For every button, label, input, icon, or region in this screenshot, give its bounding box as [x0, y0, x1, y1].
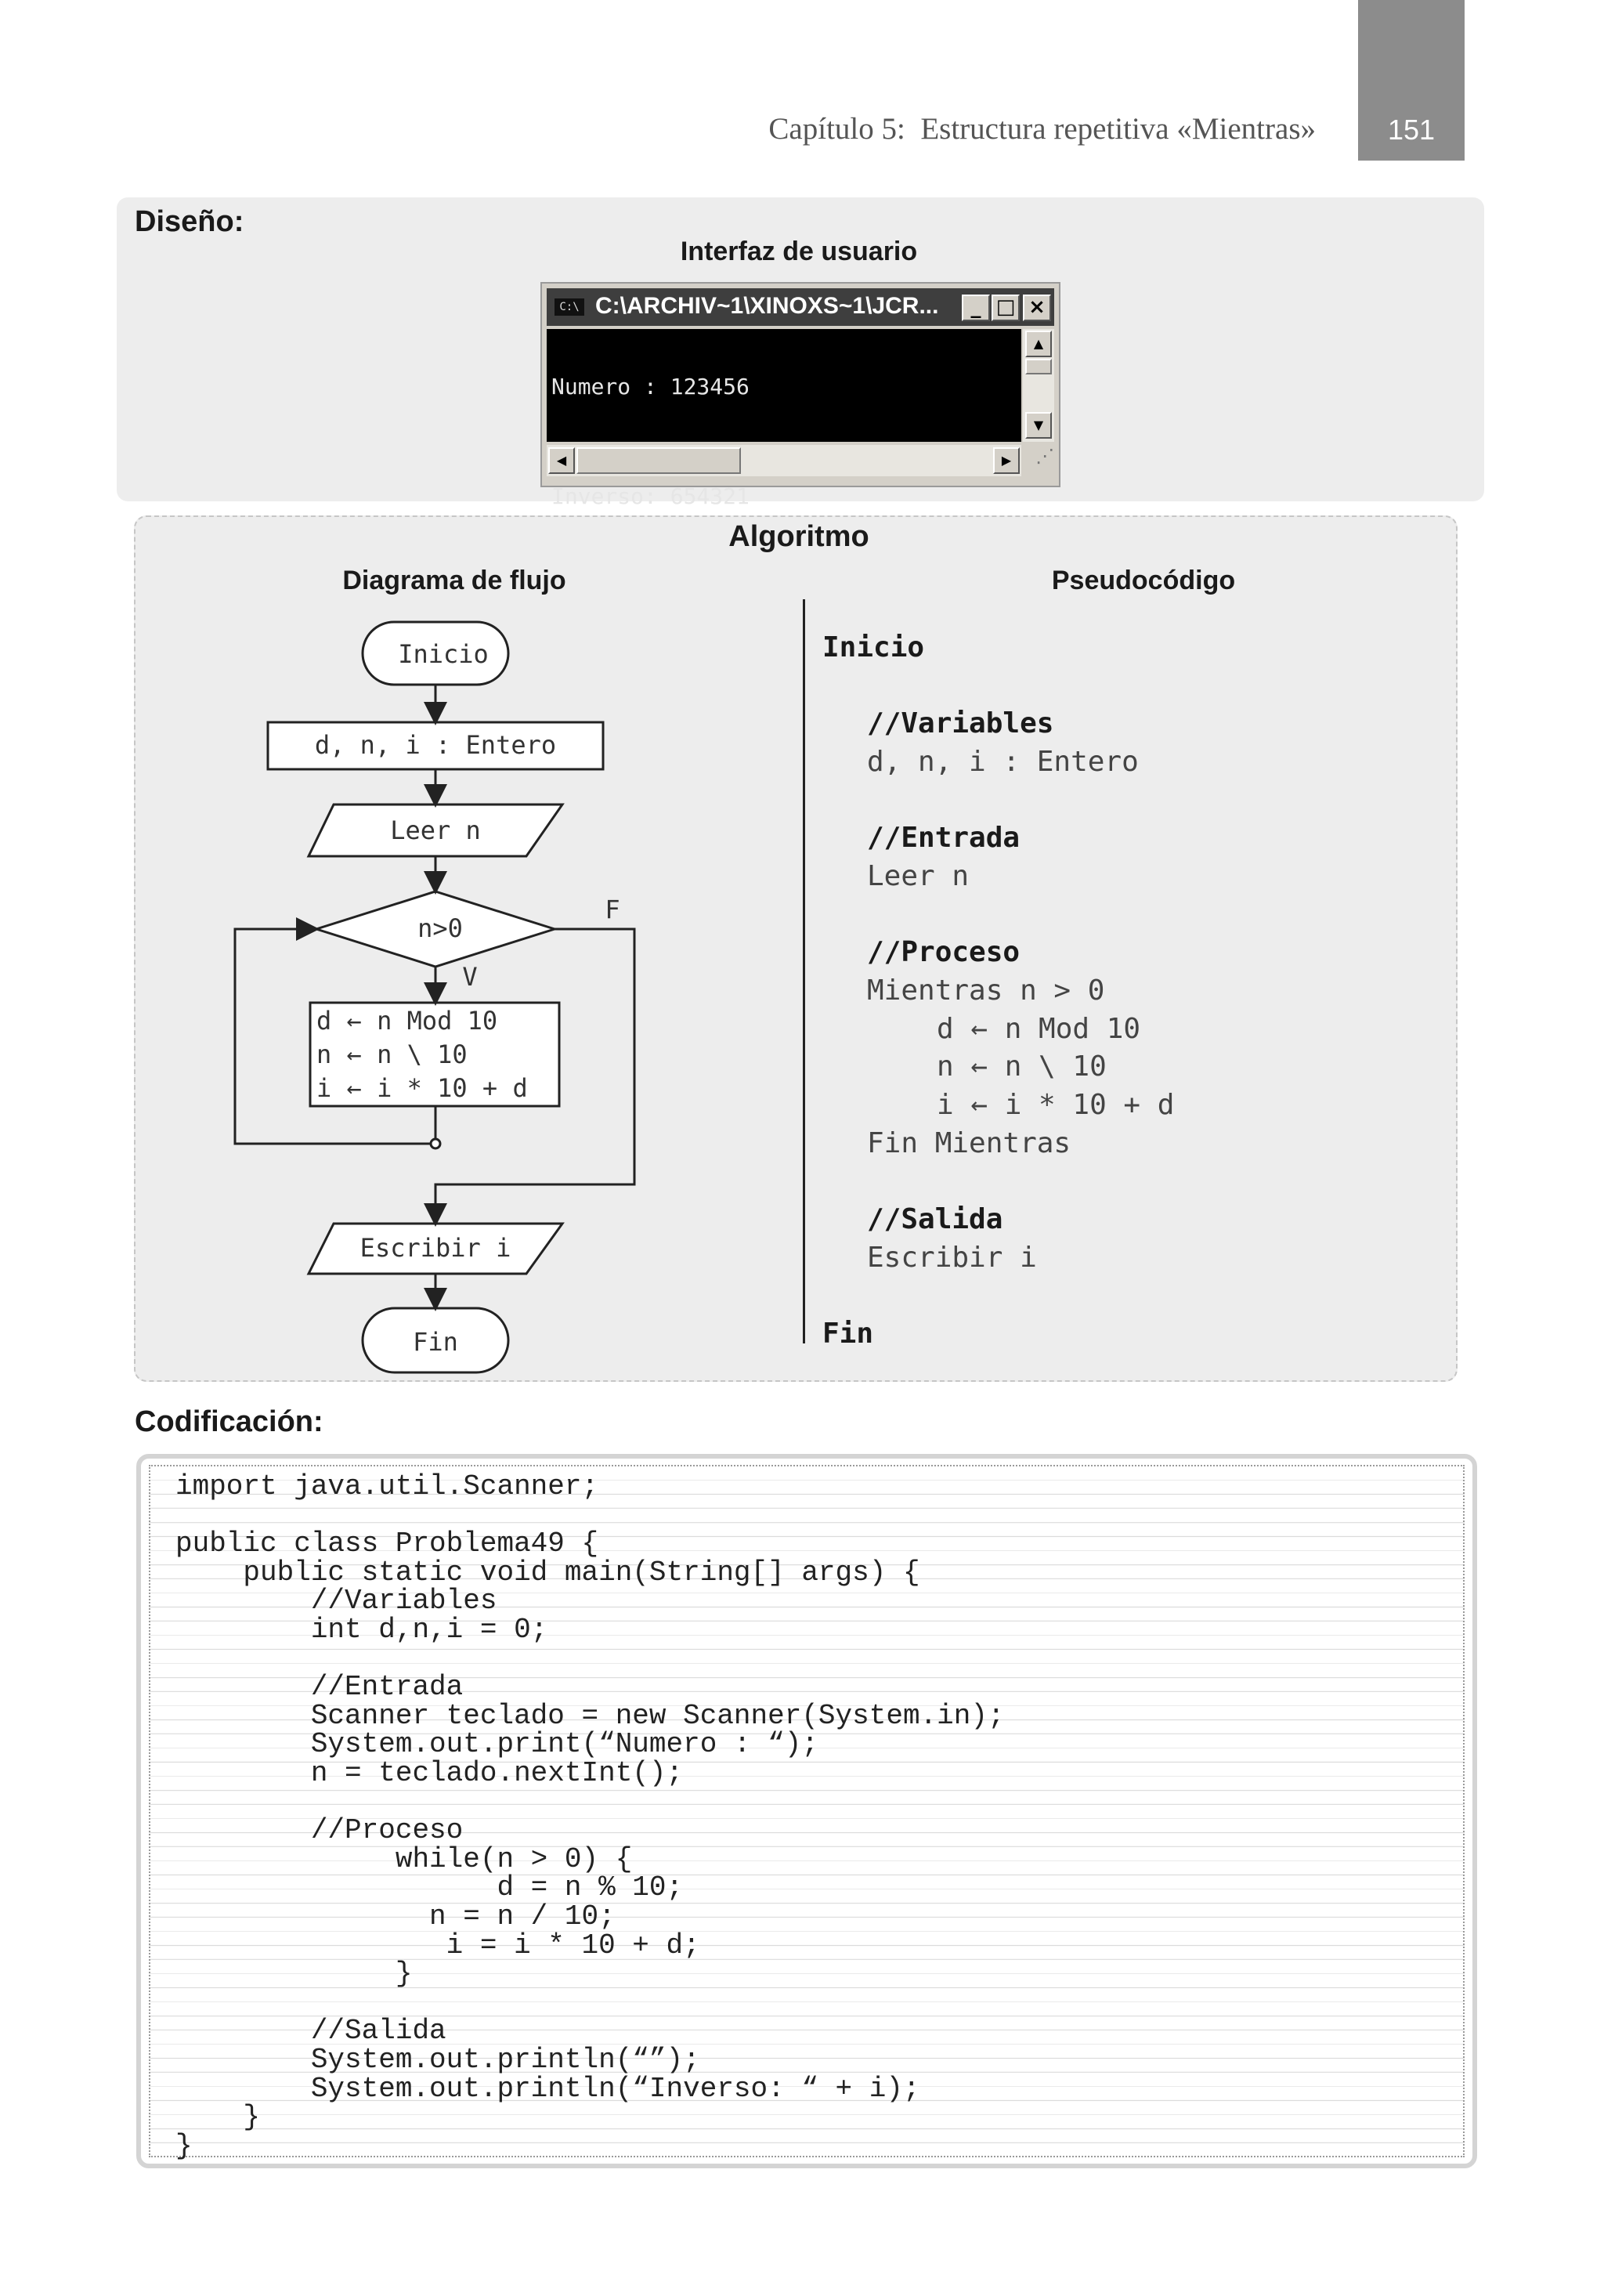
scroll-left-icon[interactable]: ◀	[548, 447, 575, 474]
flow-input-text: Leer n	[390, 815, 481, 845]
code-line: Scanner teclado = new Scanner(System.in);	[175, 1699, 1005, 1732]
flow-condition-text: n>0	[417, 913, 463, 943]
console-line: Numero : 123456	[551, 374, 750, 400]
resize-grip-icon[interactable]: ⋰	[1023, 445, 1054, 476]
code-line: while(n > 0) {	[175, 1842, 633, 1875]
minimize-button[interactable]: _	[962, 295, 990, 321]
code-line: int d,n,i = 0;	[175, 1614, 548, 1646]
flow-process-line: i ← i * 10 + d	[316, 1073, 528, 1103]
code-line: d = n % 10;	[175, 1871, 684, 1904]
flow-end-text: Fin	[413, 1327, 458, 1357]
code-line: System.out.println(“”);	[175, 2044, 700, 2076]
design-label: Diseño:	[135, 205, 244, 238]
code-line: i = i * 10 + d;	[175, 1929, 700, 1962]
pseudo-end: Fin	[822, 1318, 874, 1350]
code-line: //Entrada	[175, 1671, 464, 1704]
code-line: n = teclado.nextInt();	[175, 1757, 684, 1789]
pseudo-loop-body: i ← i * 10 + d	[937, 1089, 1175, 1121]
flow-false-label: F	[605, 895, 620, 924]
pseudo-loop-body: d ← n Mod 10	[937, 1013, 1141, 1045]
flow-true-label: V	[462, 962, 478, 992]
flow-connector	[431, 1139, 440, 1148]
code-line: System.out.print(“Numero : “);	[175, 1728, 818, 1761]
algorithm-title: Algoritmo	[728, 520, 869, 553]
console-line: Inverso: 654321	[551, 483, 750, 509]
pseudo-out-stmt: Escribir i	[867, 1242, 1037, 1274]
code-line: }	[175, 2129, 193, 2162]
flowchart-title: Diagrama de flujo	[342, 566, 566, 595]
pseudo-in-comment: //Entrada	[867, 822, 1021, 854]
pseudo-proc-comment: //Proceso	[867, 936, 1021, 968]
code-line: n = n / 10;	[175, 1900, 616, 1933]
code-line: }	[175, 2101, 261, 2134]
console-title-text: C:\ARCHIV~1\XINOXS~1\JCR...	[595, 293, 939, 319]
code-area	[149, 1465, 1465, 2162]
flow-output-text: Escribir i	[359, 1233, 511, 1263]
pseudo-var-comment: //Variables	[867, 707, 1054, 739]
scroll-up-icon[interactable]: ▲	[1025, 331, 1052, 357]
ui-title: Interfaz de usuario	[680, 237, 918, 266]
pseudo-out-comment: //Salida	[867, 1203, 1003, 1235]
maximize-button[interactable]: □	[992, 295, 1020, 321]
pseudocode-title: Pseudocódigo	[1051, 566, 1236, 595]
coding-label: Codificación:	[135, 1405, 323, 1438]
scroll-down-icon[interactable]: ▼	[1025, 412, 1052, 439]
flow-start-text: Inicio	[398, 639, 489, 669]
flow-declare-text: d, n, i : Entero	[314, 730, 557, 760]
chapter-title: Capítulo 5: Estructura repetitiva «Mientras»	[768, 112, 1316, 146]
pseudo-in-stmt: Leer n	[867, 860, 970, 892]
pseudo-loop-body: n ← n \ 10	[937, 1050, 1107, 1083]
pseudo-loop-end: Fin Mientras	[867, 1127, 1071, 1159]
scroll-right-icon[interactable]: ▶	[993, 447, 1020, 474]
page-number: 151	[1387, 114, 1436, 146]
flow-process-line: n ← n \ 10	[316, 1040, 468, 1069]
code-line: }	[175, 1958, 413, 1990]
pseudo-var-decl: d, n, i : Entero	[867, 746, 1139, 778]
code-line: import java.util.Scanner;	[175, 1470, 599, 1502]
flow-process-line: d ← n Mod 10	[316, 1006, 498, 1036]
code-box	[136, 1454, 1477, 2168]
code-line: //Proceso	[175, 1814, 464, 1847]
code-line: public class Problema49 {	[175, 1528, 599, 1560]
code-line: //Salida	[175, 2015, 446, 2048]
pseudo-loop-start: Mientras n > 0	[867, 974, 1105, 1007]
console-system-icon[interactable]: C:\	[555, 298, 584, 316]
code-line: public static void main(String[] args) {	[175, 1556, 920, 1589]
pseudo-start: Inicio	[822, 631, 925, 663]
code-line: System.out.println(“Inverso: “ + i);	[175, 2072, 920, 2105]
code-line: //Variables	[175, 1585, 497, 1618]
close-button[interactable]: ×	[1023, 295, 1051, 321]
